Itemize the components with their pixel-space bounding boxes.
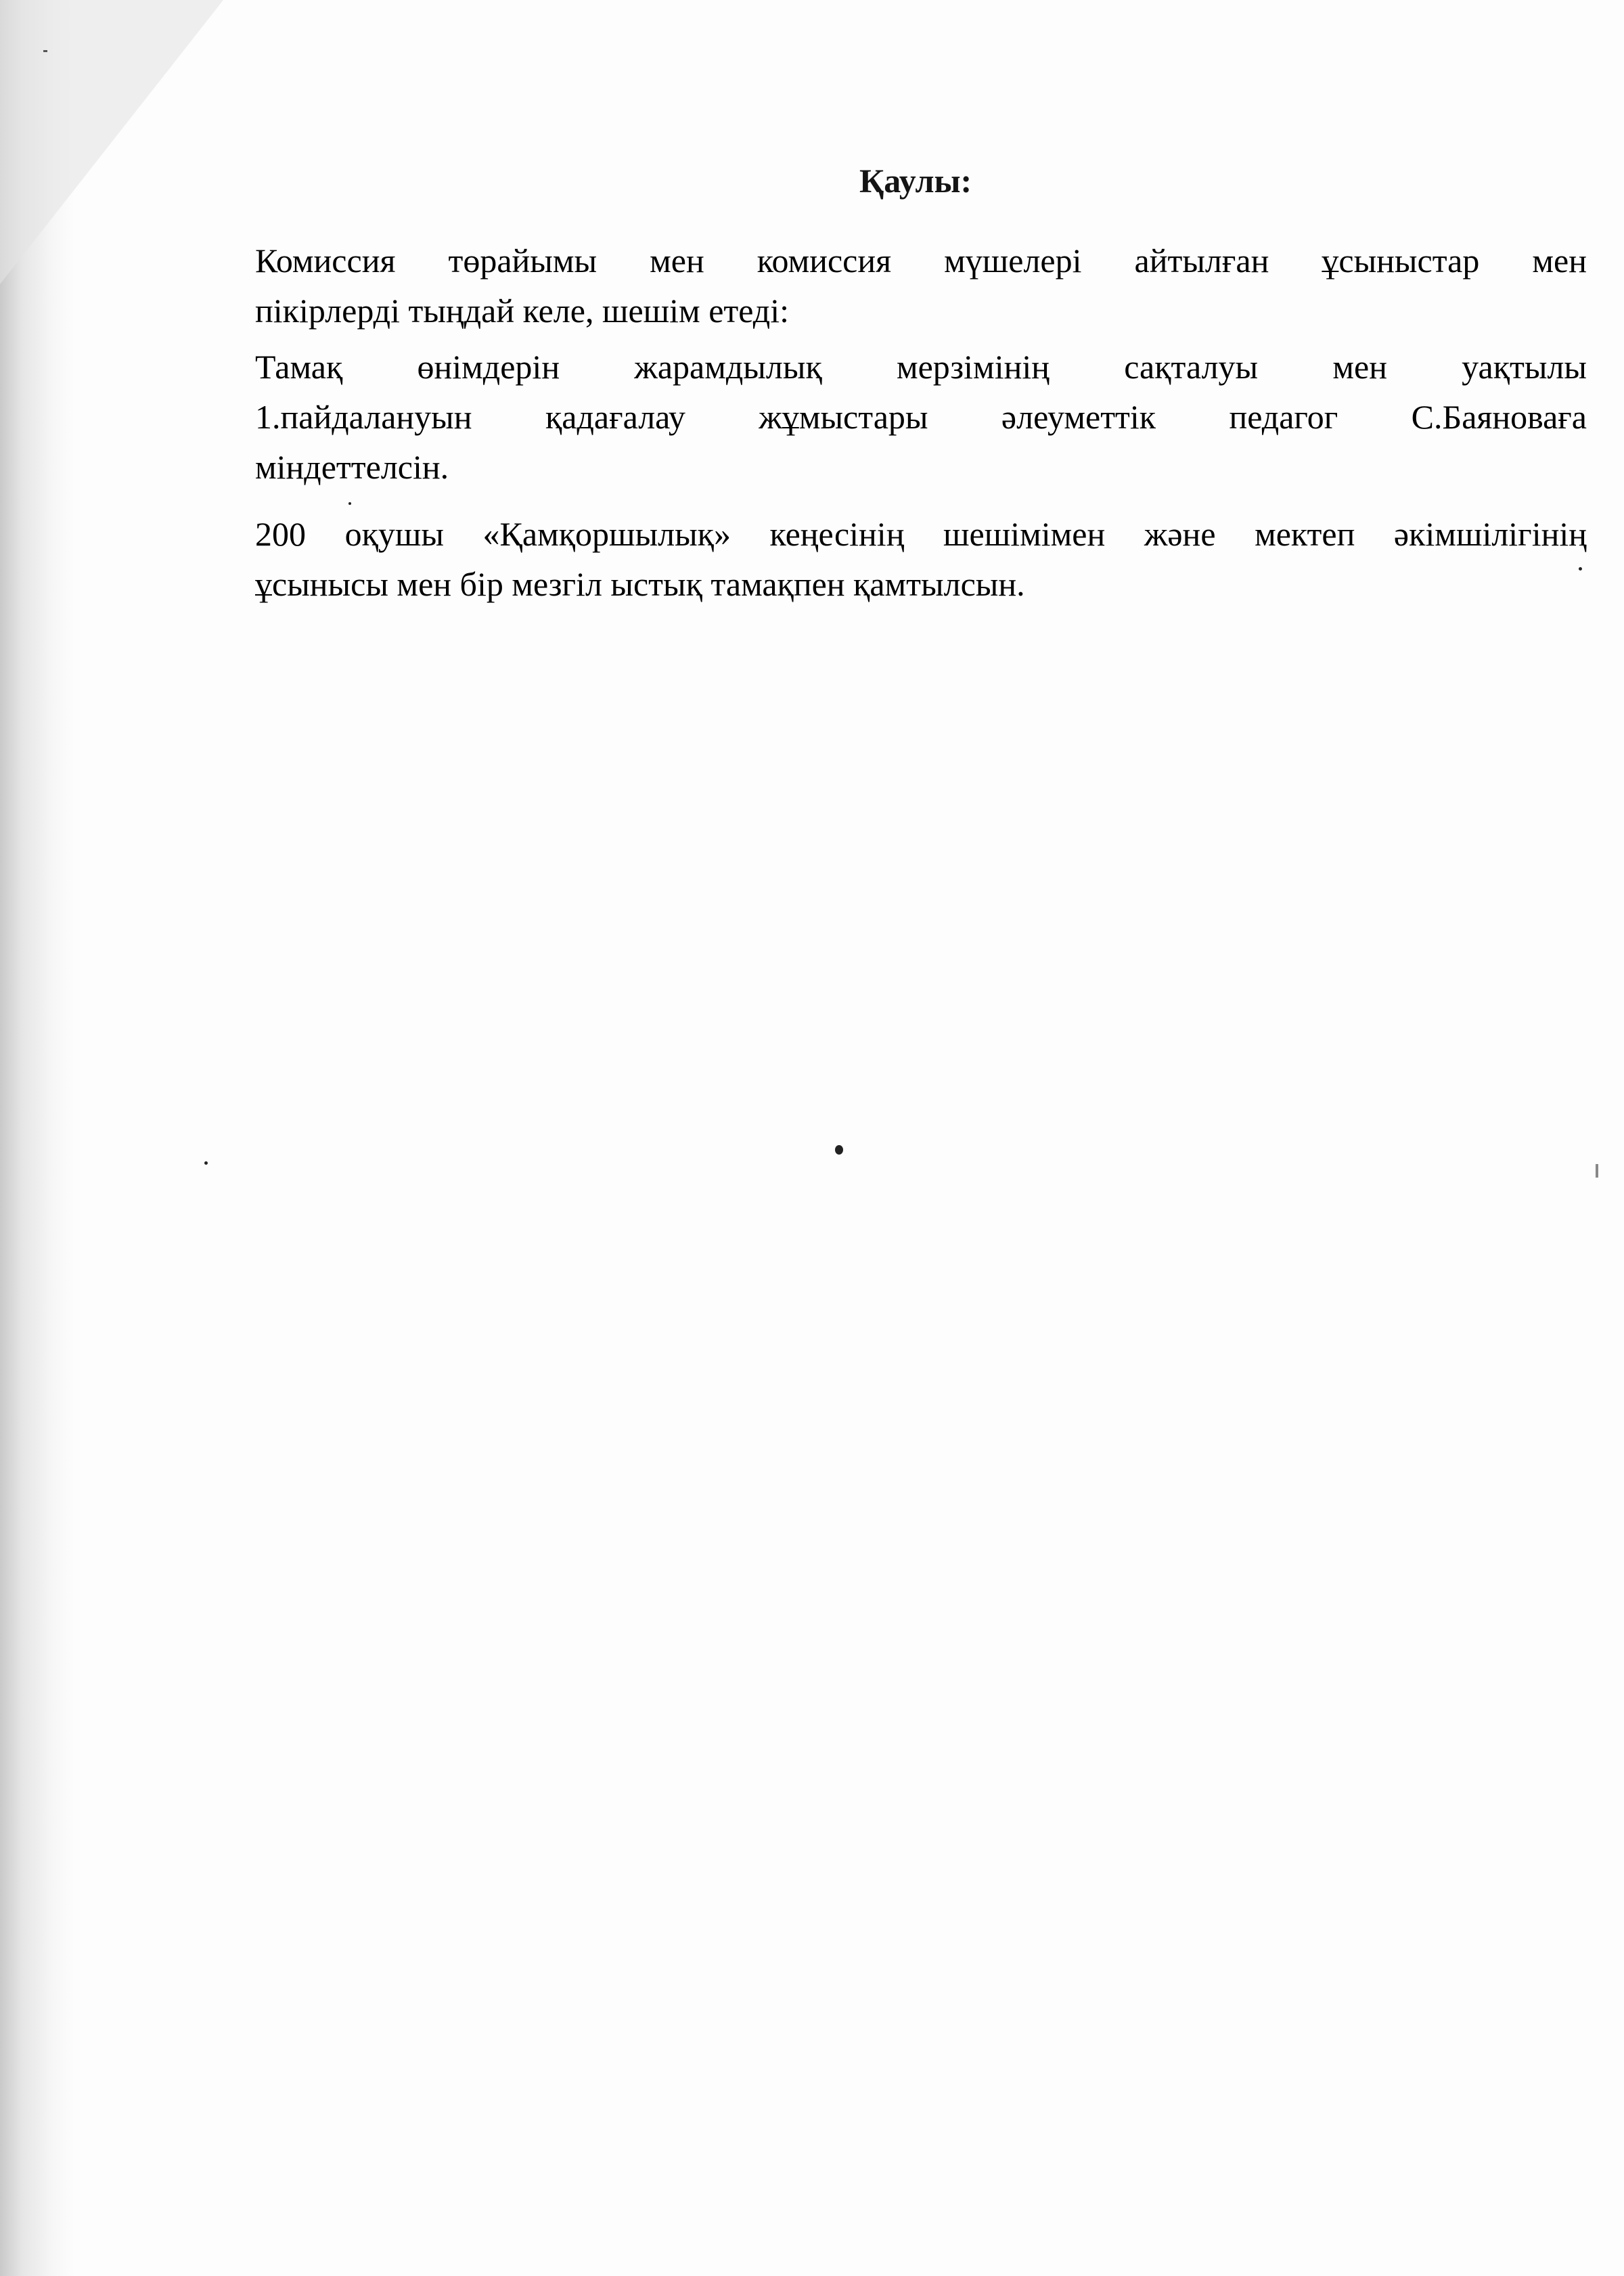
- paragraph-line: 1.пайдалануын қадағалау жұмыстары әлеуметтік педагог С.Баяноваға: [255, 398, 1587, 436]
- scan-speck: [348, 502, 351, 505]
- paragraph-line: ұсынысы мен бір мезгіл ыстық тамақпен қамтылсын.: [255, 565, 1025, 603]
- scan-edge-shadow: [0, 0, 74, 2276]
- scan-corner-shadow: [0, 0, 223, 284]
- paragraph-line: 200 оқушы «Қамқоршылық» кеңесінің шешімімен және мектеп әкімшілігінің: [255, 515, 1587, 553]
- scan-mark: [1596, 1164, 1598, 1178]
- resolution-heading: Қаулы:: [859, 162, 972, 200]
- paragraph-commission-decision: [255, 236, 1587, 336]
- paragraph-food-expiry: [255, 342, 1587, 492]
- paragraph-line: пікірлерді тыңдай келе, шешім етеді:: [255, 292, 789, 330]
- paragraph-hot-meals: [255, 509, 1587, 609]
- scan-speck: [204, 1161, 208, 1165]
- paragraph-line: Комиссия төрайымы мен комиссия мүшелері айтылған ұсыныстар мен: [255, 242, 1587, 280]
- scan-speck: [1579, 567, 1582, 571]
- paragraph-line: Тамақ өнімдерін жарамдылық мерзімінің сақталуы мен уақтылы: [255, 348, 1587, 386]
- scan-speck: [835, 1145, 843, 1155]
- paragraph-line: міндеттелсін.: [255, 448, 449, 486]
- scan-mark: [43, 50, 47, 52]
